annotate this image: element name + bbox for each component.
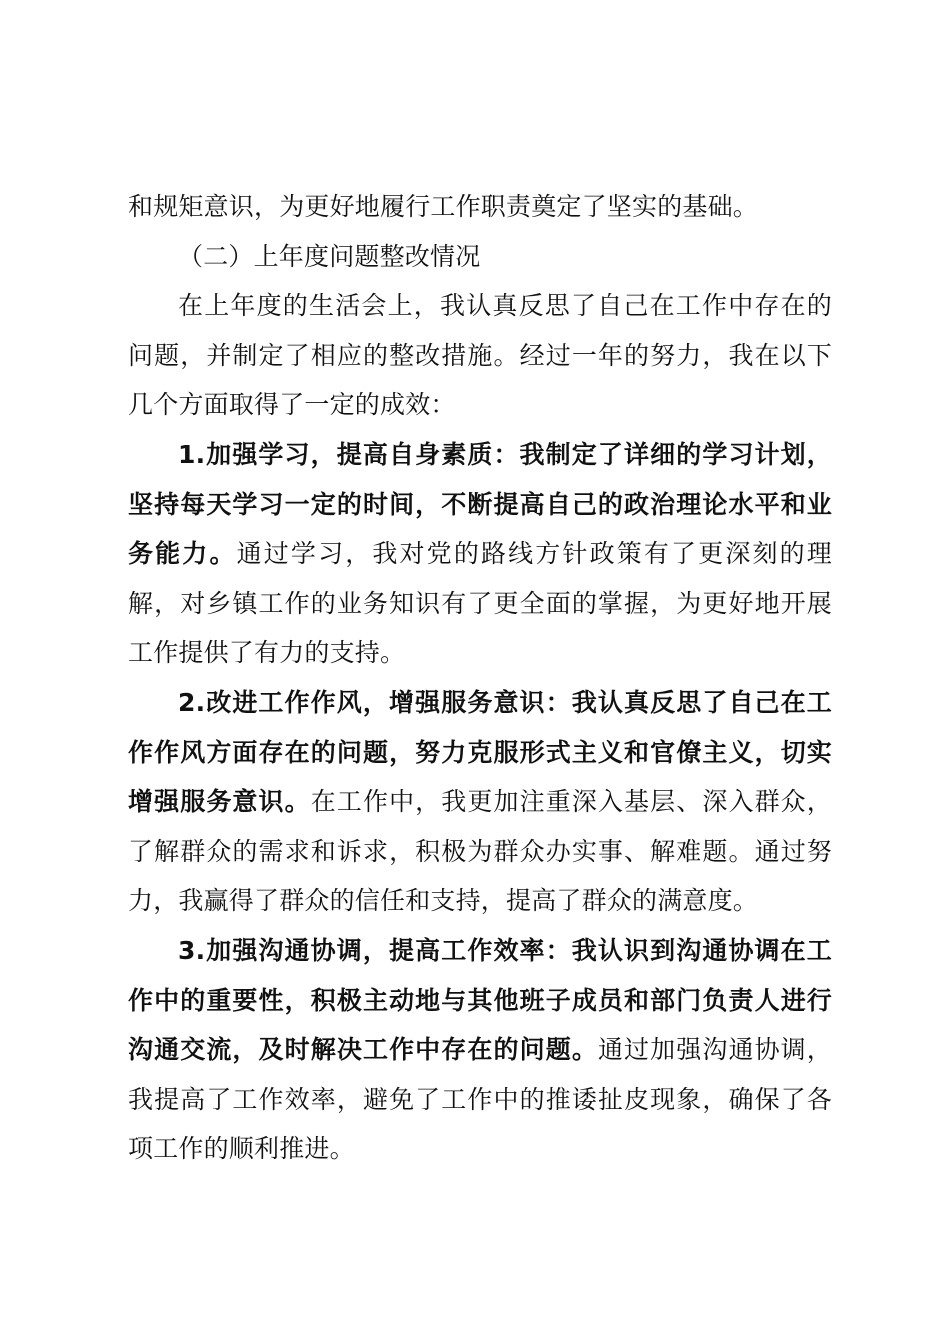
list-item-3-body: 通过加强沟通协调，我提高了工作效率，避免了工作中的推诿扯皮现象，确保了各项工作的顺利推进。 [128, 1035, 832, 1164]
paragraph-intro: 在上年度的生活会上，我认真反思了自己在工作中存在的问题，并制定了相应的整改措施。经过一年的努力，我在以下几个方面取得了一定的成效： [128, 291, 832, 420]
list-item-1 [128, 430, 832, 678]
list-item-3 [128, 926, 832, 1174]
paragraph-continuation: 和规矩意识，为更好地履行工作职责奠定了坚实的基础。 [128, 192, 759, 221]
section-heading: （二）上年度问题整改情况 [178, 241, 481, 271]
list-item-2-body: 在工作中，我更加注重深入基层、深入群众，了解群众的需求和诉求，积极为群众办实事、解难题。通过努力，我赢得了群众的信任和支持，提高了群众的满意度。 [128, 787, 832, 916]
document-page [128, 182, 832, 1174]
list-item-2 [128, 678, 832, 926]
list-item-1-body: 通过学习，我对党的路线方针政策有了更深刻的理解，对乡镇工作的业务知识有了更全面的掌握，为更好地开展工作提供了有力的支持。 [128, 539, 832, 668]
list-item-1-heading: 1.加强学习，提高自身素质：我制定了详细的学习计划，坚持每天学习一定的时间，不断提高自己的政治理论水平和业务能力。 [128, 439, 832, 569]
list-item-3-heading: 3.加强沟通协调，提高工作效率：我认识到沟通协调在工作中的重要性，积极主动地与其他班子成员和部门负责人进行沟通交流，及时解决工作中存在的问题。 [128, 935, 832, 1065]
list-item-2-heading: 2.改进工作作风，增强服务意识：我认真反思了自己在工作作风方面存在的问题，努力克服形式主义和官僚主义，切实增强服务意识。 [128, 687, 832, 817]
